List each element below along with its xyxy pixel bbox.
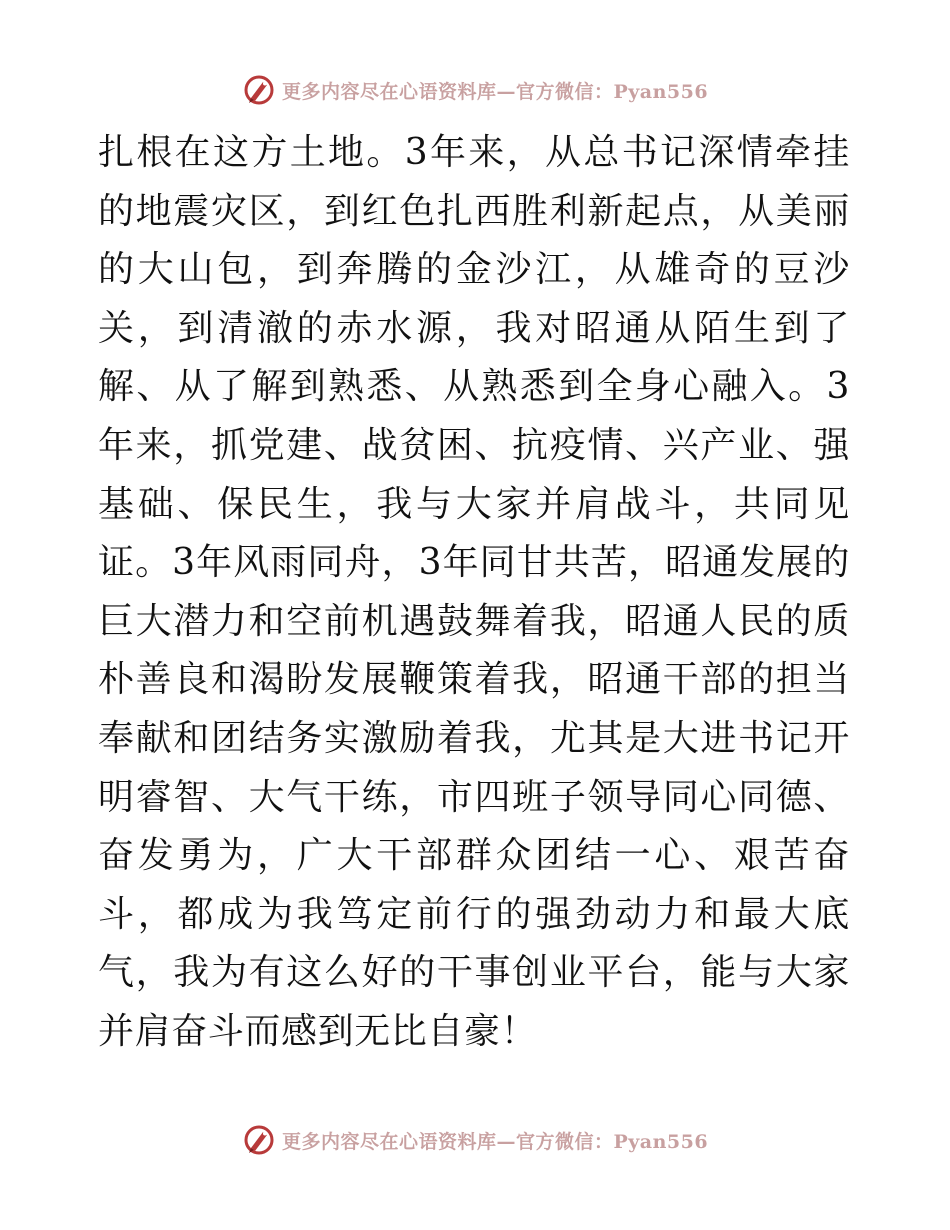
footer-banner bbox=[0, 1120, 950, 1160]
body-paragraph: 扎根在这方土地。3年来，从总书记深情牵挂的地震灾区，到红色扎西胜利新起点，从美丽的大山包，到奔腾的金沙江，从雄奇的豆沙关，到清澈的赤水源，我对昭通从陌生到了解、从了解到熟悉、从熟悉到全身心融入。3年来，抓党建、战贫困、抗疫情、兴产业、强基础、保民生，我与大家并肩战斗，共同见证。3年风雨同舟，3年同甘共苦，昭通发展的巨大潜力和空前机遇鼓舞着我，昭通人民的质朴善良和渴盼发展鞭策着我，昭通干部的担当奉献和团结务实激励着我，尤其是大进书记开明睿智、大气干练，市四班子领导同心同德、奋发勇为，广大干部群众团结一心、艰苦奋斗，都成为我笃定前行的强劲动力和最大底气，我为有这么好的干事创业平台，能与大家并肩奋斗而感到无比自豪！ bbox=[98, 132, 850, 1052]
pen-emblem-icon bbox=[242, 1123, 276, 1157]
header-banner bbox=[0, 70, 950, 110]
pen-emblem-icon bbox=[242, 73, 276, 107]
header-banner-text: 更多内容尽在心语资料库—官方微信：Pyan556 bbox=[281, 80, 709, 103]
footer-banner-text: 更多内容尽在心语资料库—官方微信：Pyan556 bbox=[281, 1130, 709, 1153]
